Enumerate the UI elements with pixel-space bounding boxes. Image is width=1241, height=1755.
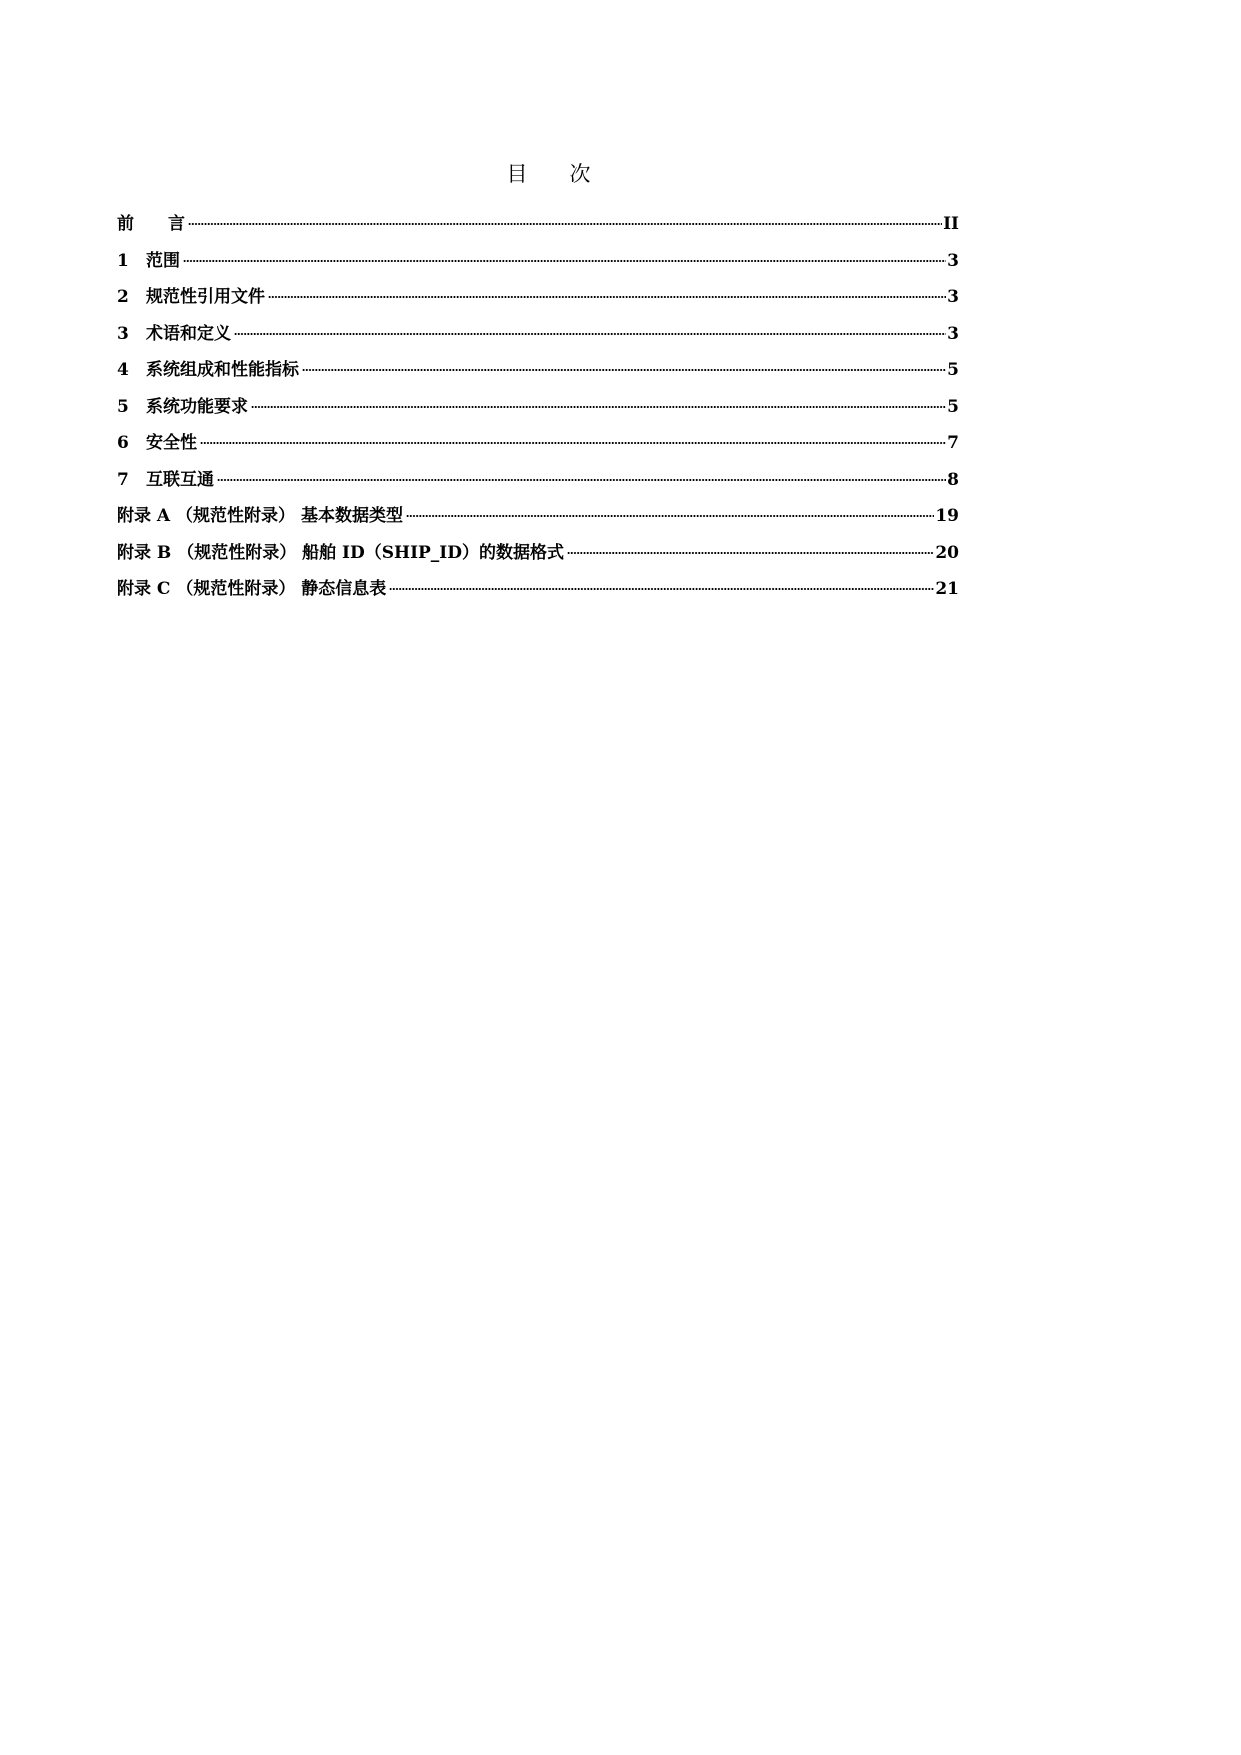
- toc-entry-page: 7: [947, 433, 959, 453]
- toc-entry-appendix-c[interactable]: [117, 574, 959, 611]
- toc-entry-appendix-a[interactable]: [117, 501, 959, 538]
- toc-entry-page: 3: [947, 323, 959, 344]
- toc-entry-label: 互联互通: [146, 469, 214, 490]
- toc-entry-security[interactable]: [117, 428, 959, 465]
- toc-entry-label: 术语和定义: [146, 323, 231, 344]
- toc-entry-label: 附录 A （规范性附录） 基本数据类型: [117, 506, 403, 526]
- toc-entry-label: 范围: [146, 250, 180, 271]
- toc-entry-appendix-b[interactable]: [117, 538, 959, 575]
- toc-entry-page: 3: [947, 287, 959, 307]
- toc-entry-number: 5: [117, 396, 129, 417]
- toc-dot-leader: [183, 259, 946, 263]
- toc-entry-label: 附录 B （规范性附录） 船舶 ID（SHIP_ID）的数据格式: [117, 542, 565, 563]
- toc-entry-function-requirements[interactable]: [117, 392, 959, 429]
- toc-entry-label: 规范性引用文件: [146, 287, 265, 307]
- toc-entry-page: 20: [935, 542, 959, 563]
- toc-entry-terms[interactable]: [117, 319, 959, 356]
- toc-dot-leader: [217, 478, 946, 482]
- toc-entry-page: 5: [947, 360, 959, 380]
- toc-entry-page: 3: [947, 250, 959, 271]
- toc-entry-page: 5: [947, 396, 959, 417]
- toc-entry-page: 19: [935, 506, 959, 526]
- toc-entry-number: 7: [117, 469, 129, 490]
- toc-entry-label: 附录 C （规范性附录） 静态信息表: [117, 579, 387, 599]
- toc-dot-leader: [251, 405, 946, 409]
- toc-entry-page: 8: [947, 469, 959, 490]
- toc-entry-number: 1: [117, 250, 129, 271]
- toc-entry-system-composition[interactable]: [117, 355, 959, 392]
- table-of-contents: [117, 209, 959, 611]
- toc-entry-foreword[interactable]: [117, 209, 959, 246]
- toc-dot-leader: [234, 332, 946, 336]
- toc-entry-number: 3: [117, 323, 129, 344]
- toc-dot-leader: [302, 368, 946, 372]
- toc-entry-page: II: [943, 214, 959, 234]
- toc-entry-label: 系统功能要求: [146, 396, 248, 417]
- toc-entry-scope[interactable]: [117, 246, 959, 283]
- toc-entry-label: 前 言: [117, 214, 185, 234]
- toc-entry-number: 4: [117, 360, 129, 380]
- toc-entry-page: 21: [935, 579, 959, 599]
- toc-dot-leader: [188, 222, 942, 226]
- toc-dot-leader: [200, 441, 946, 445]
- toc-entry-interconnection[interactable]: [117, 465, 959, 502]
- toc-dot-leader: [389, 587, 934, 591]
- toc-entry-normative-references[interactable]: [117, 282, 959, 319]
- toc-dot-leader: [268, 295, 946, 299]
- toc-dot-leader: [406, 514, 934, 518]
- page-title: 目 次: [506, 162, 591, 186]
- toc-entry-number: 2: [117, 287, 129, 307]
- toc-dot-leader: [567, 551, 934, 555]
- toc-entry-label: 系统组成和性能指标: [146, 360, 299, 380]
- toc-entry-number: 6: [117, 433, 129, 453]
- toc-entry-label: 安全性: [146, 433, 197, 453]
